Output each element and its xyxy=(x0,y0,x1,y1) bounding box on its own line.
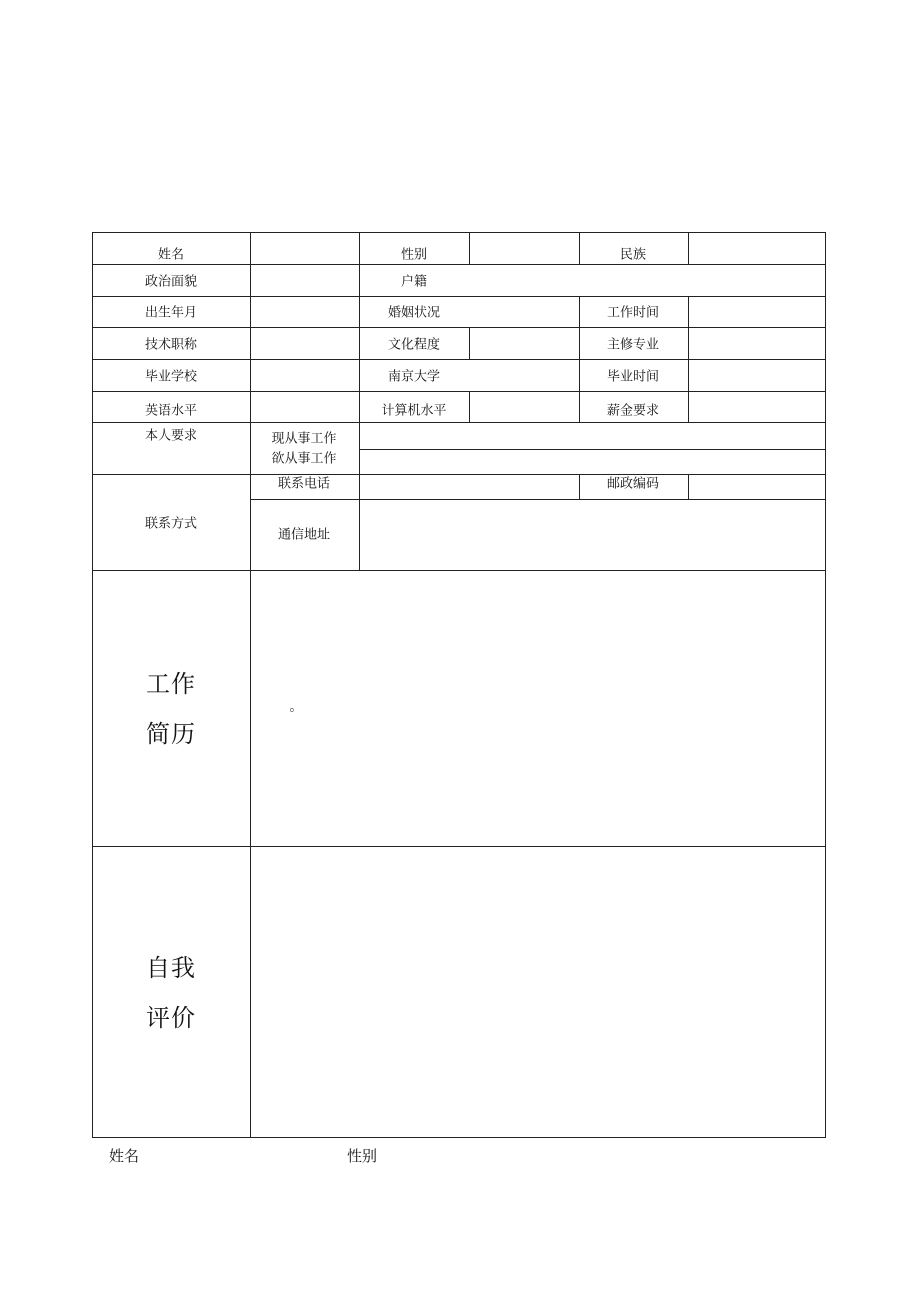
name-label: 姓名 xyxy=(157,247,185,263)
postcode-label: 邮政编码 xyxy=(606,476,660,492)
english-level-field[interactable] xyxy=(251,392,359,422)
birth-date-label: 出生年月 xyxy=(144,305,198,321)
self-evaluation-label-line2: 评价 xyxy=(146,1004,196,1032)
postcode-field[interactable] xyxy=(689,475,825,499)
salary-field[interactable] xyxy=(689,392,825,422)
birth-date-field[interactable] xyxy=(251,297,359,327)
address-label: 通信地址 xyxy=(277,527,331,543)
major-label: 主修专业 xyxy=(606,337,660,353)
professional-title-field[interactable] xyxy=(251,328,359,359)
desired-job-label: 欲从事工作 xyxy=(271,451,337,467)
household-label: 户籍 xyxy=(400,274,428,290)
school-label: 毕业学校 xyxy=(144,369,198,385)
current-job-field[interactable] xyxy=(360,423,825,449)
desired-job-field[interactable] xyxy=(360,450,825,474)
footer-name-label: 姓名 xyxy=(109,1147,140,1165)
work-start-label: 工作时间 xyxy=(606,305,660,321)
school-value[interactable]: 南京大学 xyxy=(387,369,441,385)
work-history-content: 。 xyxy=(289,699,303,715)
work-history-label-line2: 简历 xyxy=(146,720,196,748)
salary-label: 薪金要求 xyxy=(606,403,660,419)
footer-gender-label: 性别 xyxy=(347,1147,378,1165)
gender-label: 性别 xyxy=(400,247,428,263)
graduation-date-field[interactable] xyxy=(689,360,825,391)
computer-level-field[interactable] xyxy=(470,392,579,422)
professional-title-label: 技术职称 xyxy=(144,337,198,353)
resume-form xyxy=(92,232,826,1138)
ethnicity-field[interactable] xyxy=(689,233,825,264)
self-evaluation-field[interactable] xyxy=(251,847,825,1137)
work-start-field[interactable] xyxy=(689,297,825,327)
marital-status-label: 婚姻状况 xyxy=(387,305,441,321)
education-field[interactable] xyxy=(470,328,579,359)
political-status-label: 政治面貌 xyxy=(144,274,198,290)
work-history-label-line1: 工作 xyxy=(146,670,196,698)
graduation-date-label: 毕业时间 xyxy=(606,369,660,385)
gender-field[interactable] xyxy=(470,233,579,264)
current-job-label: 现从事工作 xyxy=(271,431,337,447)
phone-field[interactable] xyxy=(360,475,579,499)
marital-status-field[interactable] xyxy=(470,297,579,327)
major-field[interactable] xyxy=(689,328,825,359)
requirements-label: 本人要求 xyxy=(144,428,198,444)
household-field[interactable] xyxy=(470,265,825,296)
name-field[interactable] xyxy=(251,233,359,264)
phone-label: 联系电话 xyxy=(277,476,331,492)
ethnicity-label: 民族 xyxy=(619,247,647,263)
computer-level-label: 计算机水平 xyxy=(381,403,447,419)
address-field[interactable] xyxy=(360,500,825,570)
english-level-label: 英语水平 xyxy=(144,403,198,419)
contact-label: 联系方式 xyxy=(144,516,198,532)
work-history-field[interactable] xyxy=(251,571,825,846)
self-evaluation-label-line1: 自我 xyxy=(146,954,196,982)
political-status-field[interactable] xyxy=(251,265,359,296)
education-label: 文化程度 xyxy=(387,337,441,353)
